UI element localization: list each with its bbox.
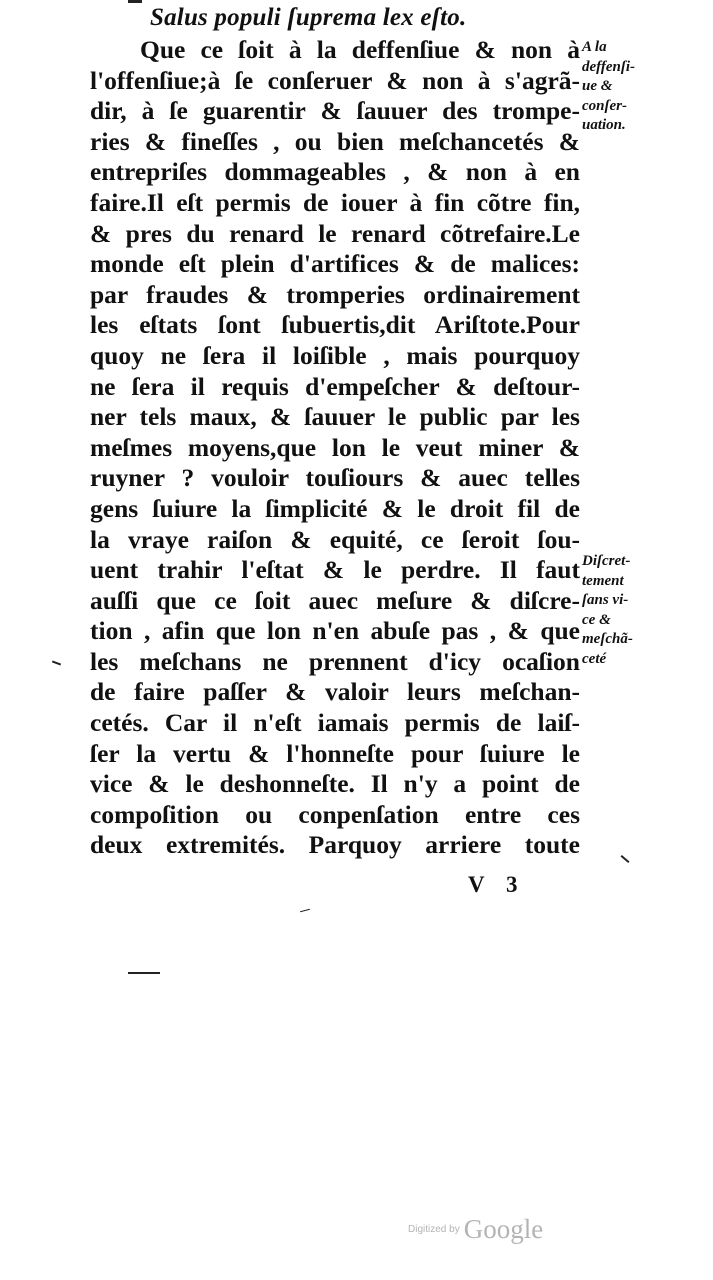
margin-note-line: ceté — [582, 650, 607, 667]
margin-note-line: ce & — [582, 611, 611, 628]
body-line: deux extremités. Parquoy arriere toute — [90, 830, 580, 860]
body-line: la vraye raiſon & equité, ce ſeroit ſou- — [90, 524, 580, 554]
margin-note-line: deffenſi- — [582, 58, 636, 75]
body-line: ner tels maux, & ſauuer le public par les — [90, 402, 580, 432]
body-line: faire.Il eſt permis de iouer à fin cõtre fin, — [90, 187, 580, 217]
body-line: les meſchans ne prennent d'icy ocaſion — [90, 646, 580, 676]
body-line: compoſition ou conpenſation entre ces — [90, 799, 580, 829]
body-line: dir, à ſe guarentir & ſauuer des trompe- — [90, 96, 580, 126]
digitized-watermark — [408, 1214, 543, 1245]
margin-note-line: tement — [582, 572, 624, 589]
margin-note-line: Diſcret- — [582, 553, 631, 569]
body-line: ries & fineſſes , ou bien meſchancetés & — [90, 126, 580, 156]
body-line: Que ce ſoit à la deffenſiue & non à — [140, 35, 580, 64]
body-line: tion , afin que lon n'en abuſe pas , & que — [90, 616, 580, 646]
body-line: les eſtats ſont ſubuertis,dit Ariſtote.Pour — [90, 310, 580, 340]
running-head: Salus populi ſuprema lex eſto. — [150, 4, 467, 31]
body-line: ruyner ? vouloir touſiours & auec telles — [90, 463, 580, 493]
body-line: par fraudes & tromperies ordinairement — [90, 279, 580, 309]
body-line: vice & le deshonneſte. Il n'y a point de — [90, 769, 580, 799]
body-text — [90, 35, 580, 861]
signature-mark: V 3 — [468, 872, 526, 897]
google-logo: Google — [463, 1214, 544, 1244]
margin-note-line: ue & — [582, 78, 613, 94]
body-line: meſmes moyens,que lon le veut miner & — [90, 432, 580, 462]
body-line: auſſi que ce ſoit auec meſure & diſcre- — [90, 585, 580, 615]
body-line: uent trahir l'eſtat & le perdre. Il faut — [90, 555, 580, 585]
margin-note-discretion — [582, 552, 662, 669]
body-line: de faire paſſer & valoir leurs meſchan- — [90, 677, 580, 707]
body-line: gens ſuiure la ſimplicité & le droit fil de — [90, 493, 580, 523]
body-line: quoy ne ſera il loiſible , mais pourquoy — [90, 340, 580, 370]
ink-speck — [52, 661, 61, 666]
margin-note-line: uation. — [582, 117, 626, 133]
body-line: cetés. Car il n'eſt iamais permis de laiſ- — [90, 708, 580, 738]
body-line: ſer la vertu & l'honneſte pour ſuiure le — [90, 738, 580, 768]
ink-speck — [300, 909, 310, 913]
watermark-prefix: Digitized by — [408, 1224, 460, 1235]
ink-speck — [128, 0, 142, 3]
ink-speck — [128, 972, 160, 974]
body-line: l'offenſiue;à ſe conſeruer & non à s'agrã- — [90, 65, 580, 95]
margin-note-line: conſer- — [582, 97, 627, 114]
body-line: monde eſt plein d'artifices & de malices: — [90, 249, 580, 279]
body-line: entrepriſes dommageables , & non à en — [90, 157, 580, 187]
margin-note-defense — [582, 38, 662, 136]
margin-note-line: ſans vi- — [582, 592, 629, 608]
ink-speck — [621, 855, 630, 863]
margin-note-line: A la — [582, 39, 607, 55]
body-line: & pres du renard le renard cõtrefaire.Le — [90, 218, 580, 248]
margin-note-line: meſchã- — [582, 631, 633, 647]
body-line: ne ſera il requis d'empeſcher & deſtour- — [90, 371, 580, 401]
